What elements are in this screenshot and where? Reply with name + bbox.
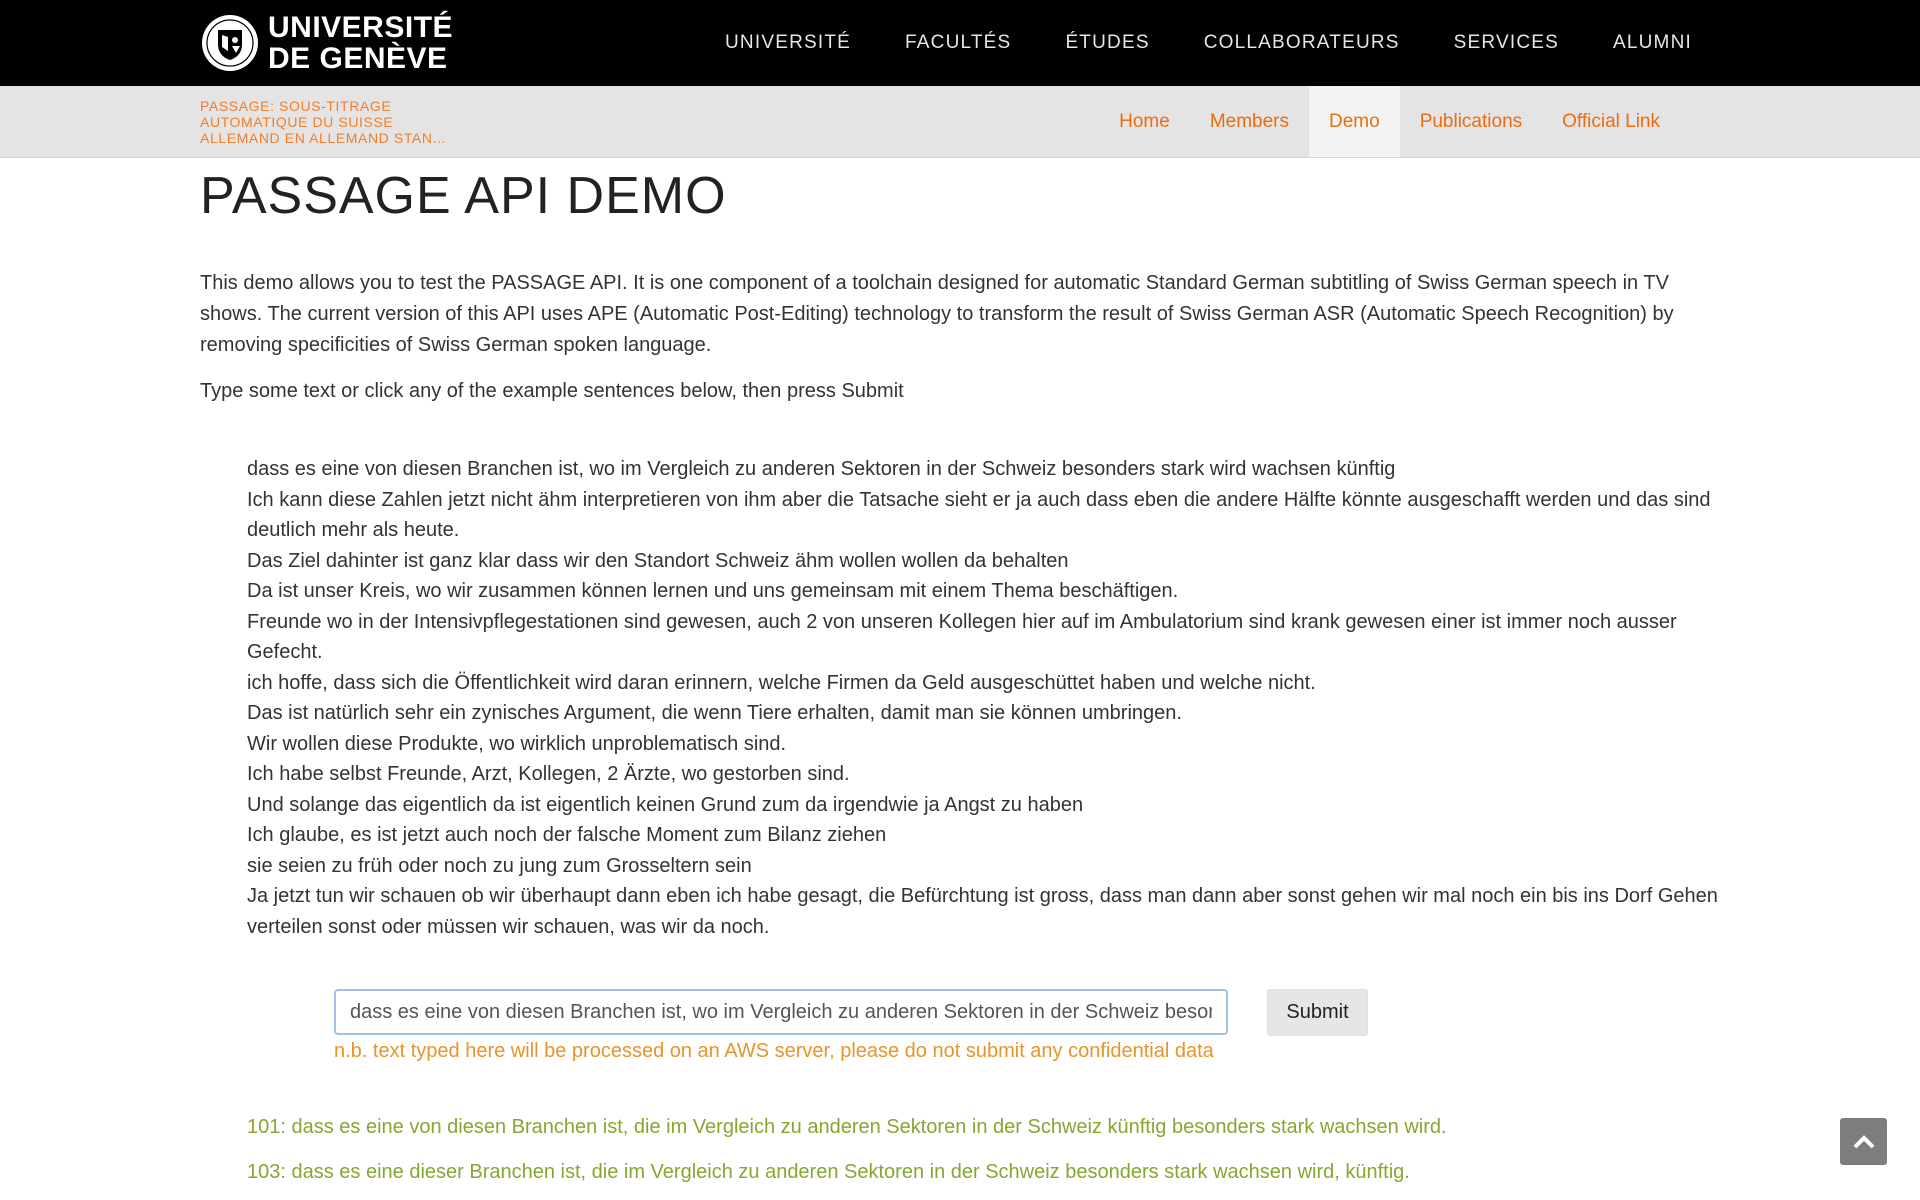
example-sentences-list <box>247 454 1727 942</box>
project-subheader <box>0 86 1920 158</box>
example-sentence[interactable]: Da ist unser Kreis, wo wir zusammen können lernen und uns gemeinsam mit einem Thema beschäftigen. <box>247 580 1179 602</box>
example-sentence[interactable]: Ich kann diese Zahlen jetzt nicht ähm interpretieren von ihm aber die Tatsache sieht er ja auch dass eben die andere Hälfte könnte ausgeschafft werden und das sind deutlich mehr als heute. <box>247 488 1711 541</box>
example-sentence[interactable]: Das ist natürlich sehr ein zynisches Argument, die wenn Tiere erhalten, damit man sie können umbringen. <box>247 702 1182 724</box>
sentence-input[interactable] <box>334 989 1228 1035</box>
example-sentence[interactable]: Wir wollen diese Produkte, wo wirklich unproblematisch sind. <box>247 732 787 755</box>
nav-facultes[interactable]: FACULTÉS <box>905 32 1012 53</box>
confidentiality-notice: n.b. text typed here will be processed on an AWS server, please do not submit any confidential data <box>334 1040 1214 1062</box>
nav-universite[interactable]: UNIVERSITÉ <box>725 32 852 53</box>
nav-etudes[interactable]: ÉTUDES <box>1065 32 1150 53</box>
page-title: PASSAGE API DEMO <box>200 167 727 225</box>
university-header <box>0 0 1920 86</box>
example-sentence[interactable]: Und solange das eigentlich da ist eigentlich keinen Grund zum da irgendwie ja Angst zu haben <box>247 793 1084 816</box>
university-logo[interactable] <box>200 12 453 74</box>
subnav-official-link[interactable]: Official Link <box>1562 110 1660 132</box>
subnav-demo[interactable]: Demo <box>1309 86 1400 157</box>
example-sentence[interactable]: dass es eine von diesen Branchen ist, wo im Vergleich zu anderen Sektoren in der Schweiz besonders stark wird wachsen künftig <box>247 458 1396 480</box>
api-result: 103: dass es eine dieser Branchen ist, die im Vergleich zu anderen Sektoren in der Schweiz besonders stark wachsen wird, künftig. <box>247 1161 1410 1183</box>
university-name <box>268 12 453 74</box>
example-sentence[interactable]: Ja jetzt tun wir schauen ob wir überhaupt dann eben ich habe gesagt, die Befürchtung ist gross, dass man dann aber sonst gehen wir mal noch ein bis ins Dorf Gehen verteilen sonst oder müssen wir schauen, was wir da noch. <box>247 885 1718 938</box>
nav-alumni[interactable]: ALUMNI <box>1613 32 1692 53</box>
subnav-publications[interactable]: Publications <box>1419 110 1523 132</box>
example-sentence[interactable]: Ich habe selbst Freunde, Arzt, Kollegen, 2 Ärzte, wo gestorben sind. <box>247 763 850 785</box>
logo-line-1: UNIVERSITÉ <box>268 11 454 44</box>
chevron-up-icon <box>1853 1135 1875 1149</box>
example-sentence[interactable]: Ich glaube, es ist jetzt auch noch der falsche Moment zum Bilanz ziehen <box>247 824 887 846</box>
logo-line-2: DE GENÈVE <box>268 42 448 75</box>
university-nav <box>671 0 1692 86</box>
instruction-text: Type some text or click any of the example sentences below, then press Submit <box>200 380 904 402</box>
subnav-home[interactable]: Home <box>1119 110 1170 132</box>
university-seal-icon <box>200 13 260 73</box>
nav-services[interactable]: SERVICES <box>1453 32 1559 53</box>
project-nav <box>1099 86 1680 157</box>
example-sentence[interactable]: Das Ziel dahinter ist ganz klar dass wir den Standort Schweiz ähm wollen wollen da behalten <box>247 549 1069 572</box>
subnav-members[interactable]: Members <box>1209 110 1289 132</box>
project-title[interactable]: PASSAGE: SOUS-TITRAGE AUTOMATIQUE DU SUISSE ALLEMAND EN ALLEMAND STAN... <box>200 98 447 146</box>
example-sentence[interactable]: ich hoffe, dass sich die Öffentlichkeit wird daran erinnern, welche Firmen da Geld ausgeschüttet haben und welche nicht. <box>247 671 1316 694</box>
scroll-to-top-button[interactable] <box>1840 1118 1887 1165</box>
example-sentence[interactable]: Freunde wo in der Intensivpflegestationen sind gewesen, auch 2 von unseren Kollegen hier auf im Ambulatorium sind krank gewesen einer ist immer noch ausser Gefecht. <box>247 610 1677 663</box>
example-sentence[interactable]: sie seien zu früh oder noch zu jung zum Grosseltern sein <box>247 854 752 877</box>
api-result: 101: dass es eine von diesen Branchen ist, die im Vergleich zu anderen Sektoren in der Schweiz künftig besonders stark wachsen wird. <box>247 1116 1447 1138</box>
nav-collaborateurs[interactable]: COLLABORATEURS <box>1203 32 1400 53</box>
intro-paragraph: This demo allows you to test the PASSAGE API. It is one component of a toolchain designed for automatic Standard German subtitling of Swiss German speech in TV shows. The current version of this API uses APE (Automatic Post-Editing) technology to transform the result of Swiss German ASR (Automatic Speech Recognition) by removing specificities of Swiss German spoken language. <box>200 272 1674 356</box>
submit-button[interactable]: Submit <box>1267 989 1368 1036</box>
